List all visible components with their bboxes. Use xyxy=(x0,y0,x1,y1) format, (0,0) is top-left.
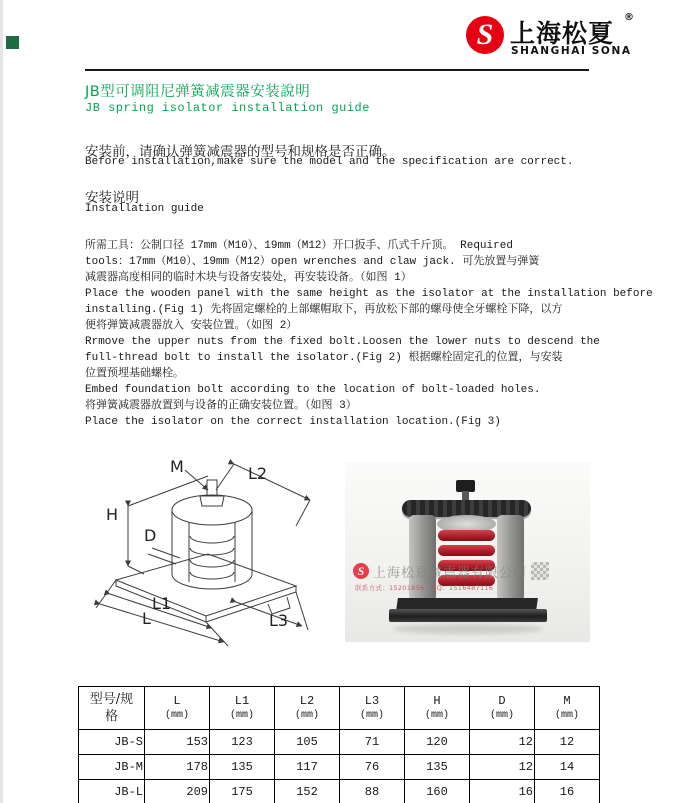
col-header-d: D (mm) xyxy=(470,687,535,730)
value-cell: 135 xyxy=(210,755,275,780)
diagram-drawing xyxy=(88,448,313,648)
product-photo xyxy=(345,462,590,642)
instruction-line: 减震器高度相同的临时木块与设备安装处，再安装设备。（如图 1） xyxy=(85,272,412,284)
page-title-cn: JB型可调阻尼弹簧减震器安装說明 xyxy=(85,84,311,100)
brand-name-cn: 上海松夏 xyxy=(510,19,615,48)
page-title-en: JB spring isolator installation guide xyxy=(85,101,370,115)
instruction-line: full-thread bolt to install the isolator.(Fig 2) 根据螺栓固定孔的位置，与安装 xyxy=(85,352,563,364)
col-header-l3: L3 (mm) xyxy=(340,687,405,730)
brand-name-en: SHANGHAI SONA xyxy=(511,45,632,57)
page-edge-strip xyxy=(0,0,3,803)
instruction-line: Place the wooden panel with the same height as the isolator at the installation before xyxy=(85,288,653,300)
instruction-line: 所需工具：公制口径 17mm（M10）、19mm（M12）开口扳手、爪式千斤顶。 Required xyxy=(85,240,513,252)
brand-logo xyxy=(466,14,676,62)
corner-green-mark xyxy=(6,36,19,49)
photo-base-plate-lower xyxy=(389,609,547,622)
col-header-l2: L2 (mm) xyxy=(275,687,340,730)
col-header-l1: L1 (mm) xyxy=(210,687,275,730)
header-rule xyxy=(85,69,589,71)
value-cell: 16 xyxy=(535,780,600,803)
instruction-line: Place the isolator on the correct installation location.(Fig 3) xyxy=(85,416,501,428)
photo-reflection xyxy=(393,624,543,634)
value-cell: 88 xyxy=(340,780,405,803)
dim-label-d: D xyxy=(144,526,157,545)
section-title-cn: 安装说明 xyxy=(85,190,139,206)
col-header-model: 型号/规格 xyxy=(79,687,145,730)
dim-label-m: M xyxy=(170,457,184,476)
sona-logo-icon: S xyxy=(466,16,504,54)
watermark-company-name: 上海松夏减震器有限公司 xyxy=(373,565,528,581)
table-row-jb-s xyxy=(79,730,600,755)
watermark-qr-icon xyxy=(531,562,549,580)
value-cell: 12 xyxy=(535,730,600,755)
value-cell: 120 xyxy=(405,730,470,755)
photo-right-column xyxy=(497,515,524,601)
model-cell: JB-S xyxy=(79,730,145,755)
value-cell: 135 xyxy=(405,755,470,780)
instruction-line: 便将弹簧减震器放入 安装位置。（如图 2） xyxy=(85,320,298,332)
value-cell: 12 xyxy=(470,755,535,780)
registered-mark: ® xyxy=(624,12,634,23)
watermark-logo-icon: S xyxy=(353,563,369,579)
spec-table xyxy=(78,686,600,803)
dim-label-h: H xyxy=(106,505,119,524)
value-cell: 209 xyxy=(145,780,210,803)
value-cell: 178 xyxy=(145,755,210,780)
watermark-contact-line: 联系方式：15201856 QQ：1516487116 xyxy=(355,584,494,592)
isolator-dimension-diagram xyxy=(88,448,313,648)
instruction-line: 位置预埋基础螺栓。 xyxy=(85,368,184,380)
instruction-line: installing.(Fig 1) 先将固定螺栓的上部螺帽取下，再放松下部的螺母使全牙螺栓下降，以方 xyxy=(85,304,563,316)
value-cell: 117 xyxy=(275,755,340,780)
spec-table-body xyxy=(79,730,600,803)
instruction-line: tools：17mm（M10）、19mm（M12）open wrenches and claw jack. 可先放置与弹簧 xyxy=(85,256,540,268)
model-cell: JB-M xyxy=(79,755,145,780)
value-cell: 76 xyxy=(340,755,405,780)
intro-line-en: Before installation,make sure the model and the specification are correct. xyxy=(85,156,574,168)
instruction-line: Embed foundation bolt according to the location of bolt-loaded holes. xyxy=(85,384,541,396)
col-header-h: H (mm) xyxy=(405,687,470,730)
instructions-text xyxy=(85,238,653,430)
value-cell: 160 xyxy=(405,780,470,803)
spec-table-head-row xyxy=(79,687,600,730)
dim-label-l3: L3 xyxy=(269,611,289,630)
value-cell: 12 xyxy=(470,730,535,755)
value-cell: 123 xyxy=(210,730,275,755)
value-cell: 105 xyxy=(275,730,340,755)
col-header-l: L (mm) xyxy=(145,687,210,730)
value-cell: 152 xyxy=(275,780,340,803)
photo-watermark xyxy=(353,561,585,581)
value-cell: 16 xyxy=(470,780,535,803)
dim-label-l1: L1 xyxy=(152,594,172,613)
value-cell: 14 xyxy=(535,755,600,780)
section-title-en: Installation guide xyxy=(85,203,204,215)
table-row-jb-m xyxy=(79,755,600,780)
instruction-line: 将弹簧减震器放置到与设备的正确安装位置。（如图 3） xyxy=(85,400,357,412)
table-row-jb-l xyxy=(79,780,600,803)
value-cell: 71 xyxy=(340,730,405,755)
dim-label-l2: L2 xyxy=(248,464,268,483)
model-cell: JB-L xyxy=(79,780,145,803)
dim-label-l: L xyxy=(142,609,151,628)
instruction-line: Rrmove the upper nuts from the fixed bolt.Loosen the lower nuts to descend the xyxy=(85,336,600,348)
col-header-m: M (mm) xyxy=(535,687,600,730)
value-cell: 175 xyxy=(210,780,275,803)
intro-line-cn: 安装前，请确认弹簧减震器的型号和规格是否正确。 xyxy=(85,144,396,160)
value-cell: 153 xyxy=(145,730,210,755)
